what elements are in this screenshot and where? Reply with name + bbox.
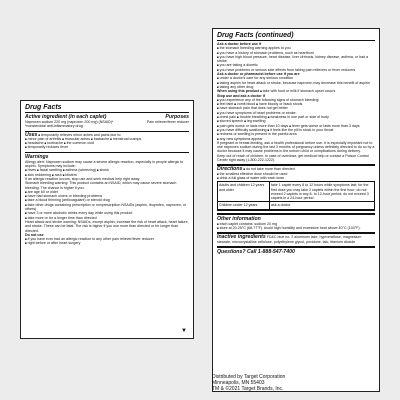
allergy-item: ■ asthma (wheezing) — [63, 168, 96, 172]
allergy-stop: If an allergic reaction occurs, stop use and seek medical help right away. — [25, 176, 141, 181]
dosage-instruction-cell: ask a doctor — [270, 202, 374, 209]
allergy-item: ■ blisters — [63, 173, 77, 177]
dosage-instruction-cell: take 1 caplet every 8 to 12 hours while symptoms last; for the first dose you may take 2 caplets within the first hour; do not exceed 2 caplets in any 8- to 12-hour period; do not exceed 3 caplets in a 24-hour period — [270, 182, 374, 202]
directions-heading: Directions — [217, 166, 243, 173]
do-not-use-heading: Do not use — [25, 232, 44, 237]
when-using-item: ■ take with food or milk if stomach upset occurs — [260, 89, 335, 93]
stop-item: ■ any new symptoms appear — [217, 137, 375, 141]
allergy-item: ■ rash — [52, 173, 62, 177]
trademark-line: TM & ©2021 Target Brands, Inc. — [212, 386, 284, 392]
dosage-age-cell: Adults and children 12 years and older — [218, 182, 270, 202]
drug-facts-continued-title: Drug Facts (continued) — [217, 32, 375, 41]
dosage-age-cell: Children under 12 years — [218, 202, 270, 209]
directions-item: ■ drink a full glass of water with each dose — [217, 176, 375, 180]
active-ingredient-heading: Active ingredient (in each caplet) — [25, 114, 107, 120]
heart-attack-warning: Heart attack and stroke warning: NSAIDs, except aspirin, increase the risk of heart attack, heart failure, and stroke. These can be fatal. The risk is higher if you use more than directed or for longer than directed. — [25, 219, 189, 233]
nsaid-note: *nonsteroidal anti-inflammatory drug — [25, 124, 83, 129]
pregnancy-warning: If pregnant or breast-feeding, ask a health professional before use. It is especially important not to use naproxen sodium during the last 3 months of pregnancy unless definitely directed to do so by a doctor because it may cause problems in the unborn child or complications during delivery. — [217, 140, 375, 154]
stop-item: ■ chest pain — [217, 115, 236, 119]
do-not-use-item: ■ right before or after heart surgery — [25, 241, 189, 245]
keep-out-of-reach: Keep out of reach of children. In case of overdose, get medical help or contact a Poison Control Center right away (1-800-222-1222). — [217, 153, 369, 163]
stop-item: ■ you have symptoms of heart problems or stroke: — [217, 111, 375, 115]
stop-item: ■ trouble breathing — [237, 115, 267, 119]
active-ingredient-line: Naproxen sodium 220 mg (naproxen 200 mg) (NSAID)* — [25, 120, 114, 124]
stop-item: ■ it feels like the pill is stuck in your throat — [268, 128, 334, 132]
stop-item: ■ fever gets worse or lasts more than 3 days — [289, 124, 359, 128]
other-information-heading: Other information — [217, 215, 261, 222]
warnings-heading: Warnings — [25, 153, 49, 160]
stomach-item: ■ take a blood thinning (anticoagulant) or steroid drug — [25, 198, 189, 202]
ask-doctor-heading: Ask a doctor before use if — [217, 42, 262, 46]
ask-doctor-item: ■ the stomach bleeding warning applies to you — [217, 46, 375, 50]
continued-arrow-icon: ▼ — [181, 328, 187, 334]
ask-pharmacist-item: ■ taking aspirin for heart attack or stroke, because naproxen may decrease this benefit of aspirin — [217, 81, 375, 85]
uses-item: ■ the common cold — [64, 141, 94, 145]
stomach-item: ■ take more or for a longer time than directed — [25, 216, 189, 220]
stop-item: ■ leg swelling — [244, 119, 265, 123]
ask-pharmacist-heading: Ask a doctor or pharmacist before use if you are — [217, 72, 300, 77]
questions-line: Questions? Call 1-888-547-7400 — [217, 248, 295, 255]
uses-heading: Uses — [25, 131, 38, 138]
uses-item: ■ headache — [25, 141, 43, 145]
distributor-city: Minneapolis, MN 55403 — [212, 380, 265, 386]
dosage-table — [217, 181, 375, 210]
allergy-item: ■ shock — [97, 168, 109, 172]
stomach-item: ■ take other drugs containing prescription or nonprescription NSAIDs (aspirin, ibuprofen, naproxen, or others) — [25, 203, 189, 212]
stop-item: ■ slurred speech — [217, 119, 243, 123]
active-ingredient-purpose: Pain reliever/fever reducer — [146, 120, 189, 124]
inactive-ingredients-heading: Inactive ingredients — [217, 234, 266, 241]
stop-item: ■ have stomach pain that does not get better — [217, 106, 375, 110]
other-info-item: ■ store at 20-25°C (68-77°F). Avoid high humidity and excessive heat above 40°C (104°F). — [217, 226, 375, 230]
stomach-item: ■ have 3 or more alcoholic drinks every day while using this product — [25, 211, 189, 215]
allergy-item: ■ hives — [25, 168, 36, 172]
stop-item: ■ redness or swelling is present in the painful area — [217, 132, 375, 136]
inactive-ingredients-list: FD&C blue no. 2 aluminum lake, hypromellose, magnesium stearate, microcrystalline cellulose, polyethylene glycol, povidone, talc, titanium dioxide — [217, 235, 362, 244]
ask-doctor-item: ■ you have a history of stomach problems, such as heartburn — [217, 51, 375, 55]
other-info-item: ■ each caplet contains: sodium 20 mg — [217, 222, 375, 226]
ask-pharmacist-item: ■ taking any other drug — [217, 85, 375, 89]
ask-pharmacist-item: ■ under a doctor's care for any serious condition — [217, 76, 375, 80]
stop-item: ■ feel faint — [217, 102, 233, 106]
distributor-info — [212, 374, 380, 392]
uses-item: ■ minor pain of arthritis — [25, 137, 61, 141]
stomach-item: ■ have had stomach ulcers or bleeding problems — [25, 194, 189, 198]
stomach-bleeding-warning: Stomach bleeding warning: This product contains an NSAID, which may cause severe stomach bleeding. The chance is higher if you: — [25, 181, 177, 190]
stop-item: ■ weakness in one part or side of body — [268, 115, 329, 119]
uses-intro: ■ temporarily relieves minor aches and pains due to: — [38, 133, 121, 137]
ask-doctor-item: ■ you have high blood pressure, heart disease, liver cirrhosis, kidney disease, asthma, or had a stroke — [217, 55, 375, 64]
stop-item: ■ you experience any of the following signs of stomach bleeding: — [217, 98, 375, 102]
uses-item: ■ backache — [91, 137, 109, 141]
uses-item: ■ menstrual cramps — [110, 137, 141, 141]
distributor-line: Distributed by Target Corporation — [212, 374, 286, 380]
stomach-item: ■ are age 60 or older — [25, 190, 189, 194]
do-not-use-item: ■ if you have ever had an allergic reaction to any other pain reliever/fever reducer — [25, 237, 189, 241]
uses-item: ■ muscular aches — [62, 137, 90, 141]
allergy-item: ■ skin reddening — [25, 173, 51, 177]
stop-item: ■ have bloody or black stools — [256, 102, 302, 106]
ask-doctor-item: ■ you have problems or serious side effects from taking pain relievers or fever reducers — [217, 68, 375, 72]
stop-item: ■ vomit blood — [234, 102, 255, 106]
when-using-heading: When using this product — [217, 89, 260, 94]
allergy-alert: Allergy alert: Naproxen sodium may cause a severe allergic reaction, especially in people allergic to aspirin. Symptoms may include: — [25, 159, 184, 169]
uses-item: ■ toothache — [44, 141, 62, 145]
stop-use-heading: Stop use and ask a doctor if — [217, 93, 265, 98]
uses-fever: ■ temporarily reduces fever — [25, 145, 189, 149]
purposes-heading: Purposes — [165, 114, 189, 120]
drug-facts-panel-right — [212, 28, 380, 392]
drug-facts-title: Drug Facts — [25, 104, 189, 113]
drug-facts-panel-left — [20, 100, 194, 339]
stop-item: ■ you have difficulty swallowing — [217, 128, 267, 132]
directions-item: ■ do not take more than directed — [243, 167, 294, 171]
allergy-item: ■ facial swelling — [37, 168, 62, 172]
directions-item: ■ the smallest effective dose should be used — [217, 172, 375, 176]
ask-doctor-item: ■ you are taking a diuretic — [217, 63, 375, 67]
stop-item: ■ pain gets worse or lasts more than 10 days — [217, 124, 288, 128]
